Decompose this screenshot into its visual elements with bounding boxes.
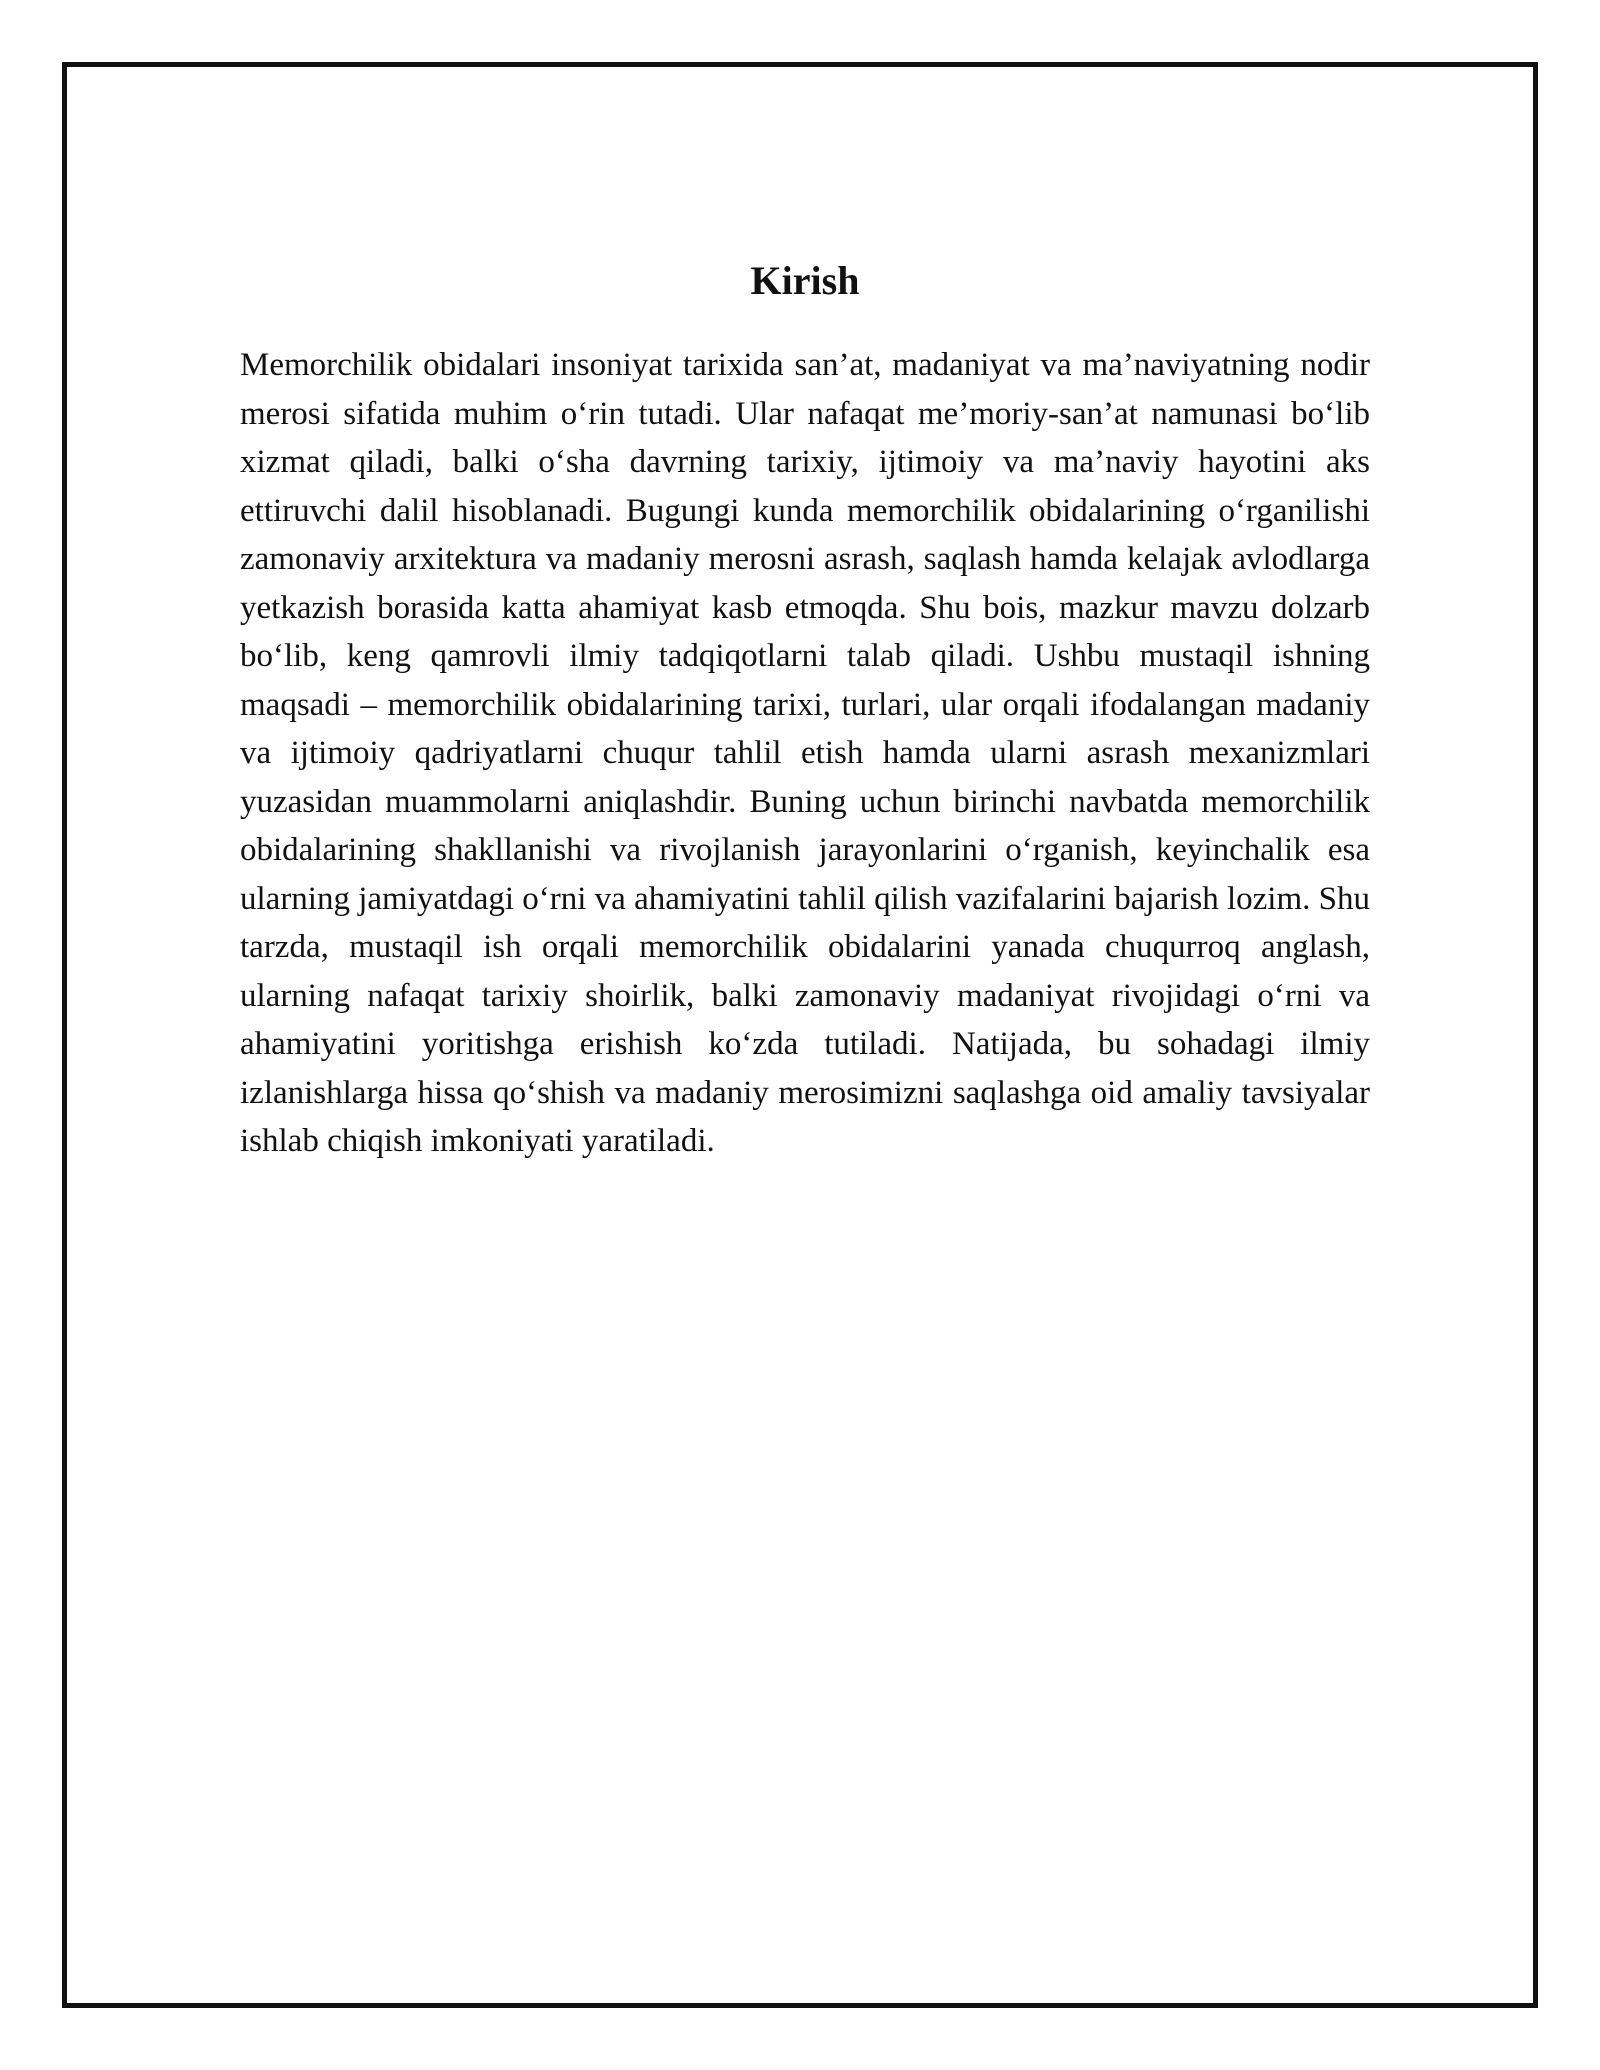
body-paragraph: Memorchilik obidalari insoniyat tarixida san’at, madaniyat va ma’naviyatning nodir merosi sifatida muhim o‘rin tutadi. Ular nafaqat me’moriy-san’at namunasi bo‘lib xizmat qiladi, balki o‘sha davrning tarixiy, ijtimoiy va ma’naviy hayotini aks ettiruvchi dalil hisoblanadi. Bugungi kunda memorchilik obidalarining o‘rganilishi zamonaviy arxitektura va madaniy merosni asrash, saqlash hamda kelajak avlodlarga yetkazish borasida katta ahamiyat kasb etmoqda. Shu bois, mazkur mavzu dolzarb bo‘lib, keng qamrovli ilmiy tadqiqotlarni talab qiladi. Ushbu mustaqil ishning maqsadi – memorchilik obidalarining tarixi, turlari, ular orqali ifodalangan madaniy va ijtimoiy qadriyatlarni chuqur tahlil etish hamda ularni asrash mexanizmlari yuzasidan muammolarni aniqlashdir. Buning uchun birinchi navbatda memorchilik obidalarining shakllanishi va rivojlanish jarayonlarini o‘rganish, keyinchalik esa ularning jamiyatdagi o‘rni va ahamiyatini tahlil qilish vazifalarini bajarish lozim. Shu tarzda, mustaqil ish orqali memorchilik obidalarini yanada chuqurroq anglash, ularning nafaqat tarixiy shoirlik, balki zamonaviy madaniyat rivojidagi o‘rni va ahamiyatini yoritishga erishish ko‘zda tutiladi. Natijada, bu sohadagi ilmiy izlanishlarga hissa qo‘shish va madaniy merosimizni saqlashga oid amaliy tavsiyalar ishlab chiqish imkoniyati yaratiladi. xyxy=(240,347,1370,1159)
page-border-frame xyxy=(62,62,1538,2008)
document-content xyxy=(240,253,1370,1166)
document-title: Kirish xyxy=(750,258,860,303)
